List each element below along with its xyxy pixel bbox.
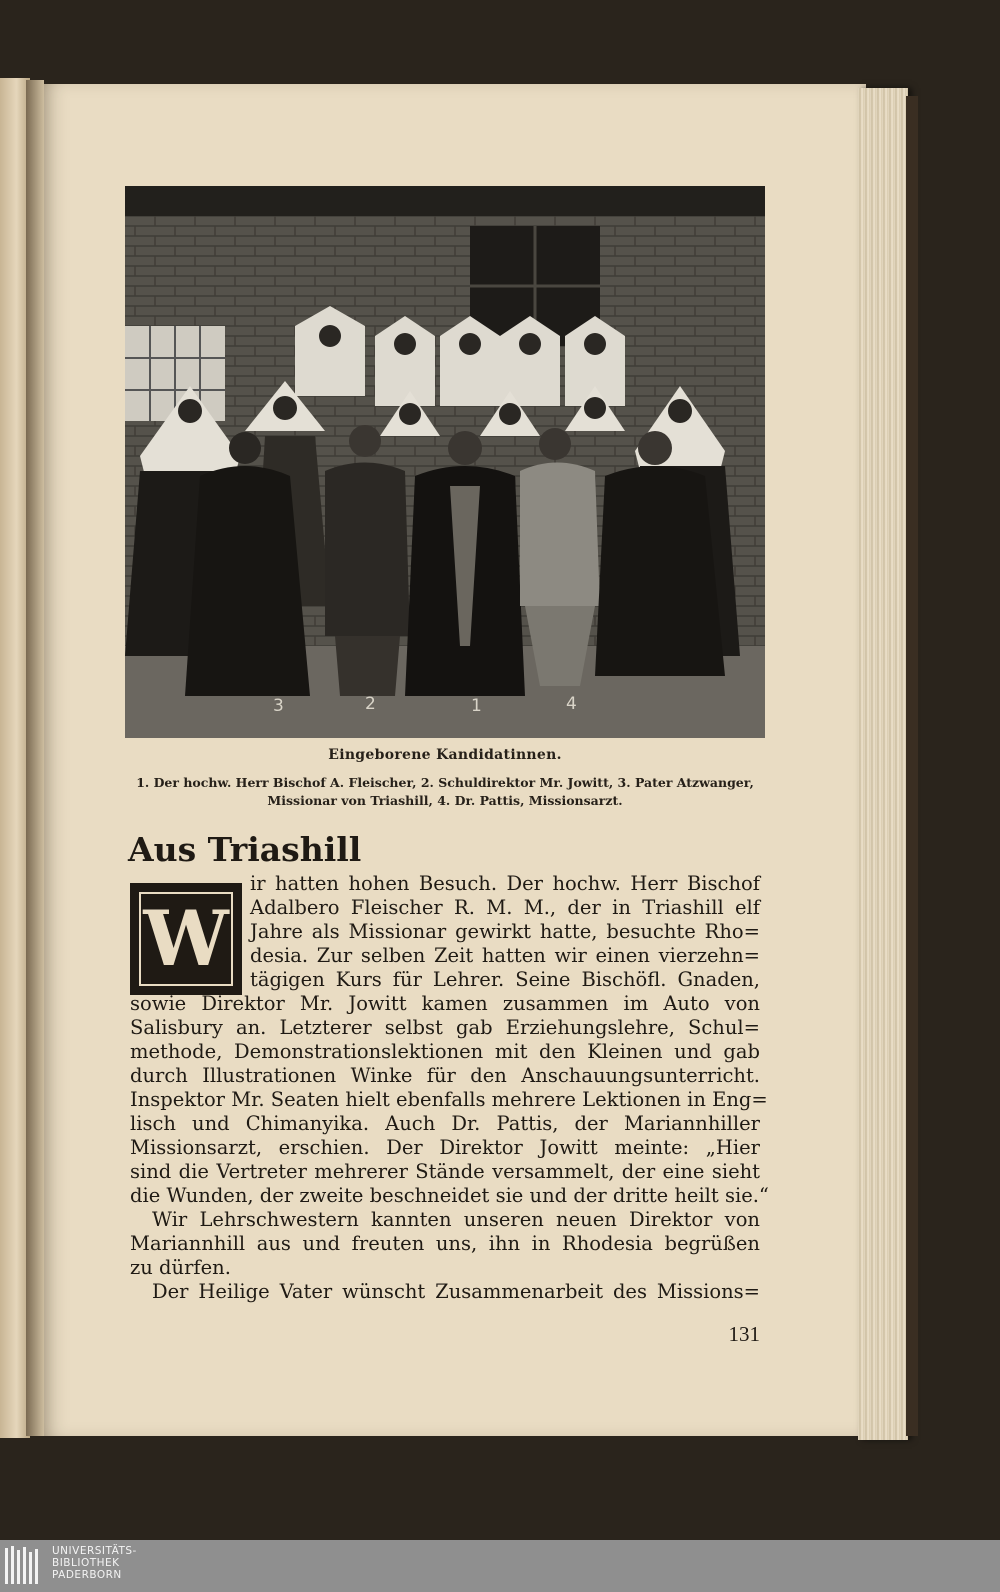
text-line: methode, Demonstrationslektionen mit den Kleinen und gab (130, 1040, 760, 1063)
library-name-line: BIBLIOTHEK (52, 1557, 120, 1569)
text-line: desia. Zur selben Zeit hatten wir einen vierzehn= (250, 944, 760, 967)
photo-number-3: 3 (273, 696, 284, 716)
page-number: 131 (728, 1322, 760, 1346)
text-line: Inspektor Mr. Seaten hielt ebenfalls mehrere Lektionen in Eng= (130, 1088, 768, 1111)
text-line: lisch und Chimanyika. Auch Dr. Pattis, der Mariannhiller (130, 1112, 760, 1135)
text-line: Adalbero Fleischer R. M. M., der in Triashill elf (250, 896, 760, 919)
caption-title: Eingeborene Kandidatinnen. (328, 747, 562, 763)
article-title: Aus Triashill (128, 830, 362, 869)
text-line: zu dürfen. (130, 1256, 231, 1279)
text-line: Der Heilige Vater wünscht Zusammenarbeit des Missions= (152, 1280, 760, 1303)
text-line: sowie Direktor Mr. Jowitt kamen zusammen im Auto von (130, 992, 760, 1015)
drop-cap (130, 883, 242, 995)
text-line: Mariannhill aus und freuten uns, ihn in Rhodesia begrüßen (130, 1232, 760, 1255)
caption-line: Missionar von Triashill, 4. Dr. Pattis, Missionsarzt. (267, 793, 623, 808)
text-line: Missionsarzt, erschien. Der Direktor Jowitt meinte: „Hier (130, 1136, 760, 1159)
book-cover-edge (906, 96, 918, 1436)
photo-number-4: 4 (566, 694, 577, 714)
drop-cap-letter: W (143, 894, 229, 983)
text-line: ir hatten hohen Besuch. Der hochw. Herr Bischof (250, 872, 760, 895)
text-line: Wir Lehrschwestern kannten unseren neuen Direktor von (152, 1208, 760, 1231)
photo-number-1: 1 (471, 696, 482, 716)
text-line: Salisbury an. Letzterer selbst gab Erziehungslehre, Schul= (130, 1016, 760, 1039)
text-line: sind die Vertreter mehrerer Stände versammelt, der eine sieht (130, 1160, 760, 1183)
text-line: tägigen Kurs für Lehrer. Seine Bischöfl. Gnaden, (250, 968, 760, 991)
drop-cap-frame (139, 892, 233, 986)
text-line: durch Illustrationen Winke für den Anschauungsunterricht. (130, 1064, 760, 1087)
group-photograph (125, 186, 765, 738)
caption-line: 1. Der hochw. Herr Bischof A. Fleischer, 2. Schuldirektor Mr. Jowitt, 3. Pater Atzwanger, (136, 775, 754, 790)
page-edges (858, 88, 908, 1440)
book-gutter (26, 80, 44, 1436)
library-footer-bar (0, 1540, 1000, 1592)
library-logo-icon (4, 1544, 40, 1588)
library-name-line: UNIVERSITÄTS- (52, 1545, 137, 1557)
text-line: Jahre als Missionar gewirkt hatte, besuchte Rho= (250, 920, 760, 943)
text-line: die Wunden, der zweite beschneidet sie und der dritte heilt sie.“ (130, 1184, 769, 1207)
photo-number-2: 2 (365, 694, 376, 714)
library-name-line: PADERBORN (52, 1569, 122, 1581)
photo-illustration (125, 186, 765, 738)
